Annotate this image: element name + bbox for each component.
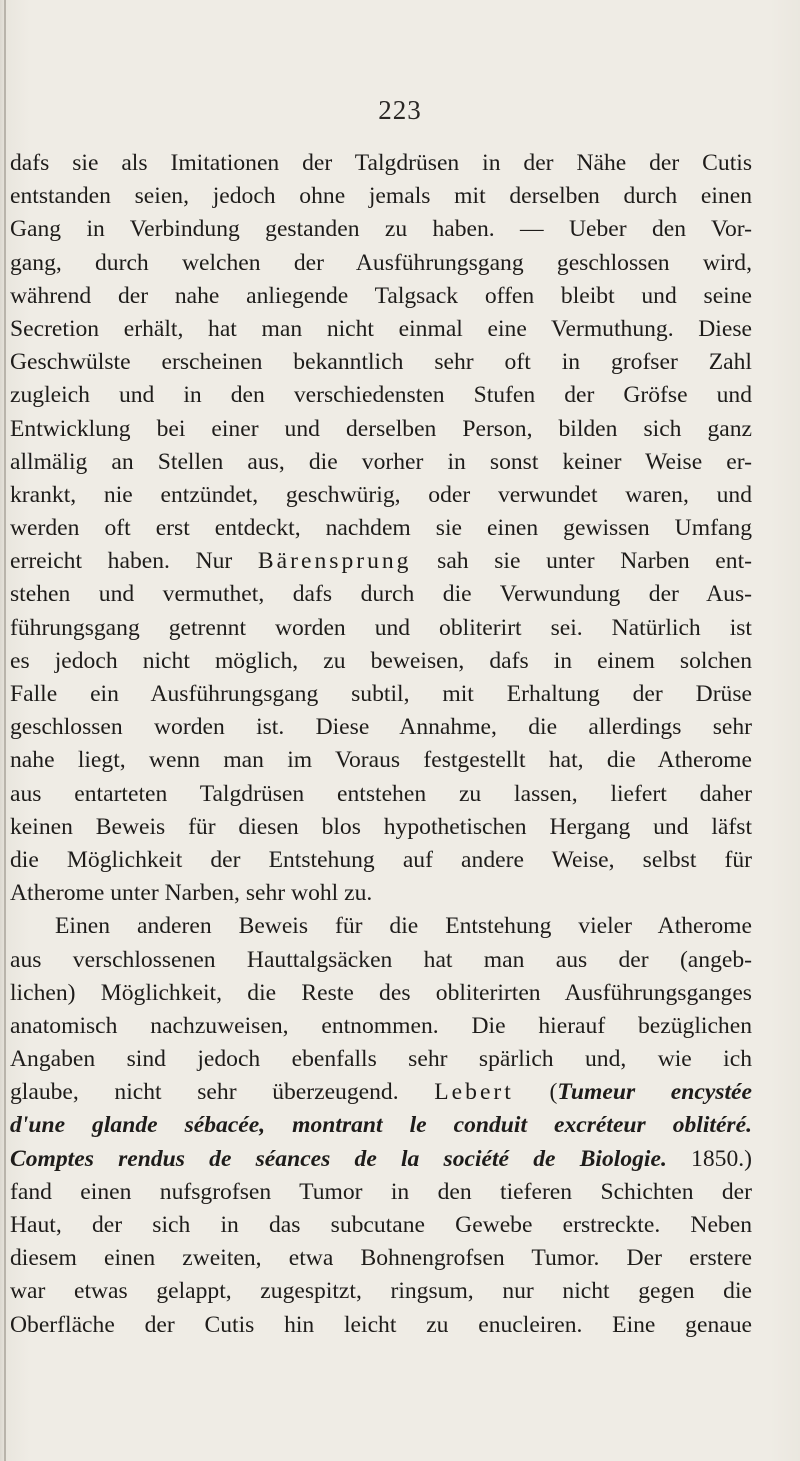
text-fragment: glaube, nicht sehr überzeugend. [10,1079,435,1106]
text-line: gang, durch welchen der Ausführungsgang geschlossen wird, [10,249,752,276]
citation-title: d'une glande sébacée, montrant le conduit excréteur oblitéré. [10,1112,752,1139]
text-line: Gang in Verbindung gestanden zu haben. — Ueber den Vor- [10,216,752,243]
text-line: allmälig an Stellen aus, die vorher in sonst keiner Weise er- [10,448,752,475]
text-fragment: ( [513,1079,558,1106]
text-line: krankt, nie entzündet, geschwürig, oder verwundet waren, und [10,481,752,508]
text-line: war etwas gelappt, zugespitzt, ringsum, nur nicht gegen die [10,1278,752,1305]
text-line: führungsgang getrennt worden und obliterirt sei. Natürlich ist [10,614,752,641]
citation-title: Tumeur encystée [557,1079,752,1106]
text-line [0,1143,792,1176]
text-line: geschlossen worden ist. Diese Annahme, die allerdings sehr [10,714,752,741]
text-line: dafs sie als Imitationen der Talgdrüsen in der Nähe der Cutis [10,150,752,176]
text-fragment: erreicht haben. Nur [10,548,258,575]
text-line: werden oft erst entdeckt, nachdem sie einen gewissen Umfang [10,515,752,542]
text-fragment: sah sie unter Narben ent- [411,548,752,575]
text-line: Angaben sind jedoch ebenfalls sehr spärlich und, wie ich [10,1046,752,1073]
text-line: Falle ein Ausführungsgang subtil, mit Erhaltung der Drüse [10,681,752,707]
citation-source: Comptes rendus de séances de la société de Biologie. [10,1145,667,1172]
text-line: es jedoch nicht möglich, zu beweisen, dafs in einem solchen [10,647,752,674]
text-line: zugleich und in den verschiedensten Stufen der Gröfse und [10,382,752,409]
text-line: Entwicklung bei einer und derselben Person, bilden sich ganz [10,415,752,442]
text-line: aus entarteten Talgdrüsen entstehen zu lassen, liefert daher [10,780,752,807]
text-line: Secretion erhält, hat man nicht einmal eine Vermuthung. Diese [10,315,752,342]
text-line: diesem einen zweiten, etwa Bohnengrofsen Tumor. Der erstere [10,1245,752,1272]
text-line: lichen) Möglichkeit, die Reste des obliterirten Ausführungsganges [10,979,752,1006]
text-line [0,1076,792,1109]
text-line: entstanden seien, jedoch ohne jemals mit derselben durch einen [10,183,752,210]
text-line: während der nahe anliegende Talgsack offen bleibt und seine [10,282,752,309]
text-line: Geschwülste erscheinen bekanntlich sehr oft in grofser Zahl [10,349,752,376]
text-line: anatomisch nachzuweisen, entnommen. Die hierauf bezüglichen [10,1012,752,1039]
paragraph-start-line: Einen anderen Beweis für die Entstehung vieler Atherome [55,913,752,940]
author-name-baerensprung: Bärensprung [257,548,412,575]
text-line: stehen und vermuthet, dafs durch die Verwundung der Aus- [10,581,752,608]
text-line: keinen Beweis für diesen blos hypothetischen Hergang und läfst [10,813,752,840]
body-text [0,147,792,1342]
paragraph-end-line: Atherome unter Narben, sehr wohl zu. [10,880,373,907]
text-line: Oberfläche der Cutis hin leicht zu enucleiren. Eine genaue [10,1311,752,1338]
text-line: aus verschlossenen Hauttalgsäcken hat man aus der (angeb- [10,946,752,973]
text-line: die Möglichkeit der Entstehung auf andere Weise, selbst für [10,846,752,873]
page-number: 223 [378,95,422,125]
text-line: fand einen nufsgrofsen Tumor in den tieferen Schichten der [10,1178,752,1205]
text-line: Haut, der sich in das subcutane Gewebe erstreckte. Neben [10,1212,752,1238]
text-line [0,545,792,578]
citation-year: 1850.) [666,1145,752,1172]
author-name-lebert: Lebert [434,1079,514,1106]
text-line: nahe liegt, wenn man im Voraus festgestellt hat, die Atherome [10,747,752,774]
text-line [0,1109,792,1142]
